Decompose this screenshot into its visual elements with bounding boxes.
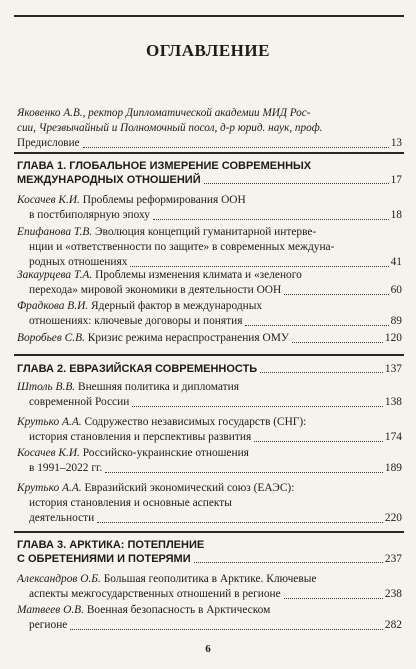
entry-title-cont: перехода» мировой экономики в деятельности ООН (29, 284, 282, 296)
chapter-title-line: ГЛАВА 1. ГЛОБАЛЬНОЕ ИЗМЕРЕНИЕ СОВРЕМЕННЫХ (17, 160, 312, 172)
entry-page-number: 18 (390, 209, 402, 221)
dot-leader (254, 441, 383, 442)
entry-author: Епифанова Т.В. (17, 226, 93, 238)
dot-leader (105, 472, 383, 473)
toc-entry (17, 415, 402, 445)
chapter-1-top-rule (14, 152, 404, 154)
entry-title-cont: история становления и основные аспекты (29, 497, 232, 509)
entry-title: Евразийский экономический союз (ЕАЭС): (81, 482, 295, 494)
toc-entry (17, 299, 402, 329)
entry-author: Косачев К.И. (17, 447, 80, 459)
entry-title: Большая геополитика в Арктике. Ключевые (100, 573, 317, 585)
toc-entry (17, 481, 402, 526)
entry-author: Закаурцева Т.А. (17, 269, 93, 281)
dot-leader (132, 406, 383, 407)
entry-title-cont: история становления и перспективы развития (29, 431, 252, 443)
toc-entry (17, 603, 402, 633)
entry-page-number: 138 (384, 396, 402, 408)
chapter-heading (17, 159, 402, 187)
chapter-heading (17, 538, 402, 566)
entry-title-cont: современной России (29, 396, 130, 408)
entry-page-number: 174 (384, 431, 402, 443)
dot-leader (204, 183, 389, 184)
chapter-title-line: С ОБРЕТЕНИЯМИ И ПОТЕРЯМИ (17, 553, 191, 565)
toc-entry (17, 446, 402, 476)
entry-title: Проблемы изменения климата и «зеленого (92, 269, 302, 281)
entry-title: Эволюция концепций гуманитарной интерве- (92, 226, 317, 238)
entry-title-cont: деятельности (29, 512, 95, 524)
entry-title-cont: регионе (29, 619, 68, 631)
toc-entry-preface (17, 106, 402, 151)
entry-title-cont: аспекты межгосударственных отношений в регионе (29, 588, 281, 600)
entry-title: Кризис режима нераспространения ОМУ (84, 332, 289, 344)
entry-author: Косачев К.И. (17, 194, 80, 206)
entry-page-number: 282 (384, 619, 402, 631)
entry-title: Внешняя политика и дипломатия (75, 381, 239, 393)
chapter-page-number: 17 (390, 174, 402, 186)
dot-leader (70, 629, 383, 630)
toc-entry (17, 572, 402, 602)
dot-leader (83, 147, 389, 148)
entry-page-number: 189 (384, 462, 402, 474)
dot-leader (284, 598, 383, 599)
entry-page-number: 60 (390, 284, 402, 296)
entry-title: Военная безопасность в Арктическом (83, 604, 271, 616)
chapter-title-line: ГЛАВА 2. ЕВРАЗИЙСКАЯ СОВРЕМЕННОСТЬ (17, 363, 258, 375)
entry-page-number: 120 (384, 332, 402, 344)
chapter-title-line: МЕЖДУНАРОДНЫХ ОТНОШЕНИЙ (17, 174, 201, 186)
toc-entry (17, 331, 402, 346)
chapter-page-number: 237 (384, 553, 402, 565)
dot-leader (194, 562, 383, 563)
chapter-page-number: 137 (384, 363, 402, 375)
entry-author: Фрадкова В.И. (17, 300, 89, 312)
entry-page-number: 89 (390, 315, 402, 327)
entry-title: Проблемы реформирования ООН (79, 194, 246, 206)
entry-author: Крутько А.А. (17, 416, 82, 428)
dot-leader (130, 266, 388, 267)
entry-author: Воробьев С.В. (17, 332, 85, 344)
entry-title-cont: отношениях: ключевые договоры и понятия (29, 315, 243, 327)
entry-title-cont: в 1991–2022 гг. (29, 462, 103, 474)
chapter-heading (17, 362, 402, 376)
dot-leader (260, 372, 383, 373)
entry-title-cont: родных отношениях (29, 256, 128, 268)
entry-author: Матвеев О.В. (17, 604, 84, 616)
entry-title: Российско-украинские отношения (79, 447, 249, 459)
toc-entry (17, 268, 402, 298)
toc-entry (17, 193, 402, 223)
dot-leader (284, 294, 388, 295)
entry-title-cont: нции и «ответственности по защите» в современных междуна- (29, 241, 335, 253)
entry-page-number: 220 (384, 512, 402, 524)
entry-title-cont: в постбиполярную эпоху (29, 209, 150, 221)
top-rule (14, 15, 404, 17)
entry-author: Яковенко А.В., ректор Дипломатической академии МИД Рос- (17, 107, 311, 119)
dot-leader (245, 325, 388, 326)
entry-author-cont: сии, Чрезвычайный и Полномочный посол, д-р юрид. наук, проф. (17, 122, 323, 134)
page-number: 6 (205, 643, 211, 655)
entry-title: Предисловие (17, 137, 80, 149)
entry-page-number: 41 (390, 256, 402, 268)
toc-entry (17, 380, 402, 410)
dot-leader (97, 522, 383, 523)
chapter-2-top-rule (14, 354, 404, 356)
page-title: ОГЛАВЛЕНИЕ (146, 41, 270, 60)
entry-page-number: 13 (390, 137, 402, 149)
entry-author: Крутько А.А. (17, 482, 82, 494)
dot-leader (292, 342, 383, 343)
entry-title: Содружество независимых государств (СНГ): (81, 416, 307, 428)
chapter-3-top-rule (14, 531, 404, 533)
toc-entry (17, 225, 402, 270)
chapter-title-line: ГЛАВА 3. АРКТИКА: ПОТЕПЛЕНИЕ (17, 539, 205, 551)
dot-leader (153, 219, 389, 220)
entry-page-number: 238 (384, 588, 402, 600)
entry-author: Штоль В.В. (17, 381, 76, 393)
entry-title: Ядерный фактор в международных (88, 300, 263, 312)
entry-author: Александров О.Б. (17, 573, 101, 585)
